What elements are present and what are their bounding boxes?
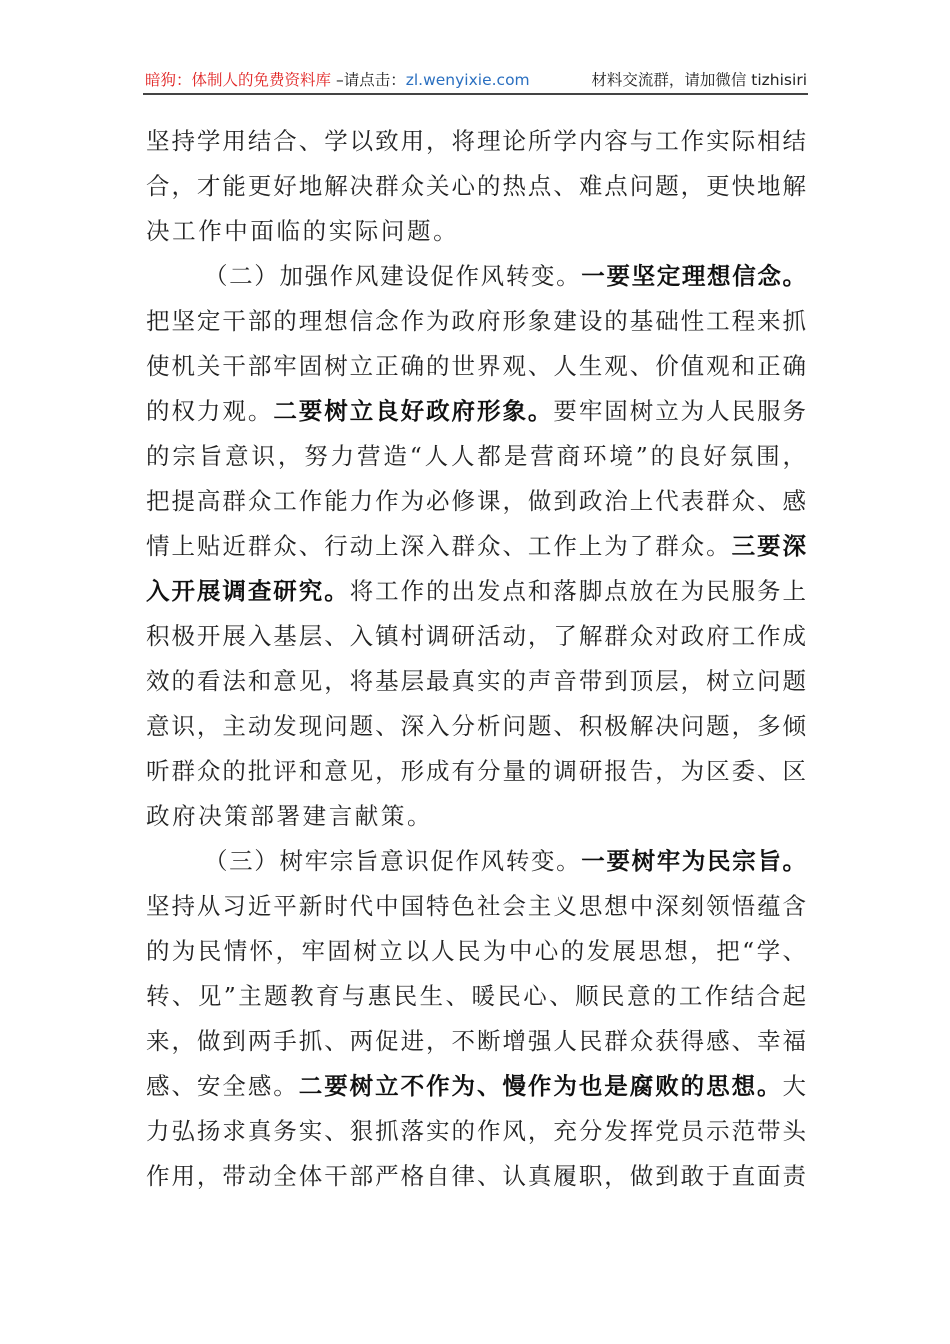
header-prompt: –请点击： (335, 71, 406, 89)
body-text: 作用，带动全体干部严格自律、认真履职，做到敢于直面责 (146, 1162, 806, 1190)
header-link[interactable]: zl.wenyixie.com (405, 71, 530, 89)
text-line (146, 389, 806, 434)
body-text: 的为民情怀，牢固树立以人民为中心的发展思想，把“学、 (146, 937, 806, 965)
document-body (146, 119, 806, 1199)
text-line (146, 254, 806, 299)
body-text: 决工作中面临的实际问题。 (146, 217, 460, 245)
body-text: 政府决策部署建言献策。 (146, 802, 434, 830)
text-line (146, 1154, 806, 1199)
body-text: 来，做到两手抓、两促进，不断增强人民群众获得感、幸福 (146, 1027, 806, 1055)
header-contact: 材料交流群，请加微信 tizhisiri (591, 71, 807, 89)
body-text: 感、安全感。 (146, 1072, 299, 1100)
text-line (146, 659, 806, 704)
text-line (146, 974, 806, 1019)
bold-heading-text: 一要树牢为民宗旨。 (581, 847, 807, 875)
text-line (146, 749, 806, 794)
body-text: 转、见”主题教育与惠民生、暖民心、顺民意的工作结合起 (146, 982, 806, 1010)
header-divider (143, 93, 808, 95)
body-text: （三）树牢宗旨意识促作风转变。 (204, 847, 582, 875)
text-line (146, 614, 806, 659)
bold-heading-text: 入开展调查研究。 (146, 577, 350, 605)
page-header (145, 68, 807, 92)
text-line (146, 344, 806, 389)
body-text: 要牢固树立为人民服务 (553, 397, 807, 425)
text-line (146, 794, 806, 839)
text-line (146, 839, 806, 884)
body-text: 合，才能更好地解决群众关心的热点、难点问题，更快地解 (146, 172, 806, 200)
text-line (146, 524, 806, 569)
body-text: 的权力观。 (146, 397, 274, 425)
body-text: 效的看法和意见，将基层最真实的声音带到顶层，树立问题 (146, 667, 806, 695)
body-text: 使机关干部牢固树立正确的世界观、人生观、价值观和正确 (146, 352, 806, 380)
text-line (146, 1064, 806, 1109)
body-text: 的宗旨意识，努力营造“人人都是营商环境”的良好氛围， (146, 442, 806, 470)
text-line (146, 1109, 806, 1154)
body-text: 情上贴近群众、行动上深入群众、工作上为了群众。 (146, 532, 732, 560)
body-text: 大 (782, 1072, 807, 1100)
bold-heading-text: 一要坚定理想信念。 (581, 262, 807, 290)
text-line (146, 569, 806, 614)
text-line (146, 119, 806, 164)
body-text: 听群众的批评和意见，形成有分量的调研报告，为区委、区 (146, 757, 806, 785)
bold-heading-text: 二要树立不作为、慢作为也是腐败的思想。 (298, 1072, 783, 1100)
text-line (146, 929, 806, 974)
body-text: 意识，主动发现问题、深入分析问题、积极解决问题，多倾 (146, 712, 806, 740)
bold-heading-text: 二要树立良好政府形象。 (273, 397, 554, 425)
text-line (146, 884, 806, 929)
text-line (146, 434, 806, 479)
text-line (146, 164, 806, 209)
text-line (146, 704, 806, 749)
bold-heading-text: 三要深 (731, 532, 807, 560)
text-line (146, 479, 806, 524)
body-text: （二）加强作风建设促作风转变。 (204, 262, 582, 290)
body-text: 积极开展入基层、入镇村调研活动，了解群众对政府工作成 (146, 622, 806, 650)
text-line (146, 299, 806, 344)
text-line (146, 1019, 806, 1064)
text-line (146, 209, 806, 254)
body-text: 力弘扬求真务实、狠抓落实的作风，充分发挥党员示范带头 (146, 1117, 806, 1145)
body-text: 坚持学用结合、学以致用，将理论所学内容与工作实际相结 (146, 127, 806, 155)
header-brand: 暗狗：体制人的免费资料库 (145, 71, 332, 89)
body-text: 把提高群众工作能力作为必修课，做到政治上代表群众、感 (146, 487, 806, 515)
body-text: 坚持从习近平新时代中国特色社会主义思想中深刻领悟蕴含 (146, 892, 806, 920)
body-text: 把坚定干部的理想信念作为政府形象建设的基础性工程来抓 (146, 307, 806, 335)
body-text: 将工作的出发点和落脚点放在为民服务上 (349, 577, 807, 605)
